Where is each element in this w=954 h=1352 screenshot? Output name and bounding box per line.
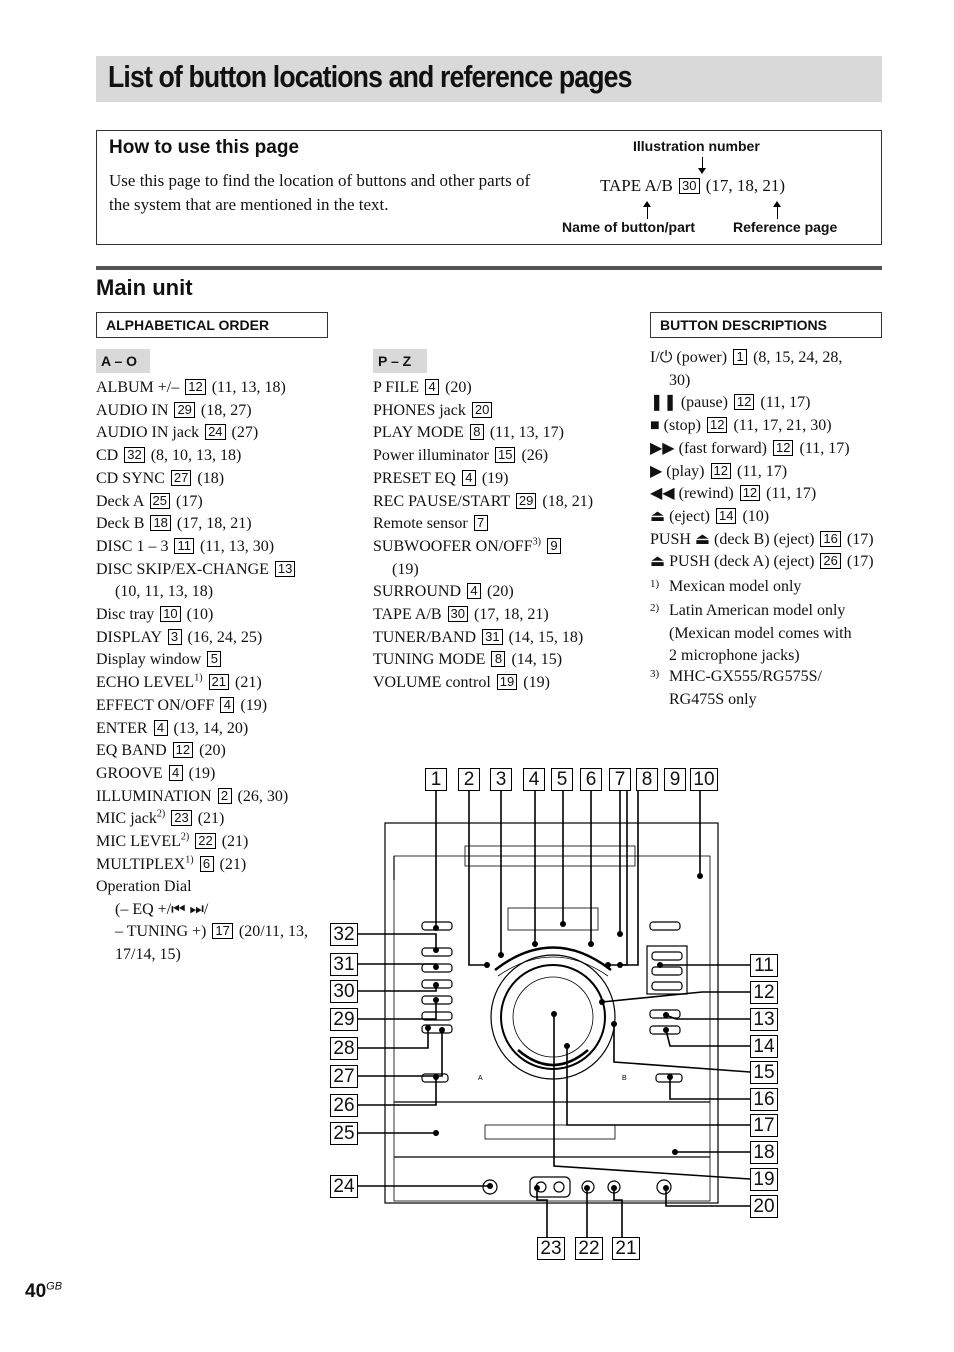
callout-28: 28 [330,1037,358,1060]
leader-dot [433,925,439,931]
leader-dot [584,1185,590,1191]
leader-line [614,1188,622,1237]
item-number-box: 16 [820,531,840,547]
leader-dot [611,1021,617,1027]
list-item [96,445,366,468]
footnote: 1) Mexican model only [650,578,802,595]
leader-dot [663,1027,669,1033]
list-item [96,718,366,741]
item-name: AUDIO IN jack [96,424,200,442]
item-pages: (26, 30) [233,787,289,805]
item-pages: (16, 24, 25) [183,628,263,646]
item-pages: (18, 21) [538,492,594,510]
item-number-box: 4 [462,470,476,486]
item-name: I/⏻ (power) [650,349,728,366]
leader-dot [617,931,623,937]
item-name: ILLUMINATION [96,787,212,805]
list-item [373,468,643,491]
item-number-box: 19 [497,674,517,690]
list-item [373,672,643,695]
list-item [96,491,366,514]
item-pages: (18, 27) [196,401,252,419]
list-item: Operation Dial [96,878,192,895]
item-number-box: 4 [425,379,439,395]
leader-dot [667,1074,673,1080]
item-number-box: 32 [124,447,144,463]
callout-18: 18 [750,1141,778,1164]
item-number-box: 21 [209,674,229,690]
footnote: 2) Latin American model only (Mexican model comes with 2 microphone jacks) [650,602,852,665]
item-pages: (19) [236,696,268,714]
callout-19: 19 [750,1168,778,1191]
leader-dot [663,1185,669,1191]
item-number-box: 31 [482,629,502,645]
callout-23: 23 [537,1237,565,1260]
callout-21: 21 [612,1237,640,1260]
item-pages: (19) [184,764,216,782]
leader-dot [697,873,703,879]
list-item-cont: 17/14, 15) [115,946,181,964]
leader-dot [564,1043,570,1049]
arrow-head-up-name [643,201,651,207]
item-name: PRESET EQ [373,469,456,487]
range-tag-ao: A – O [96,349,150,373]
item-pages: (17) [172,492,203,510]
leader-dot [425,1025,431,1031]
item-pages: (11, 17) [732,462,788,480]
list-item [373,491,643,514]
callout-6: 6 [580,768,602,791]
item-pages: (21) [231,674,262,692]
item-number-box: 10 [160,606,180,622]
item-pages: (14, 15) [507,651,563,669]
callout-3: 3 [490,768,512,791]
list-item [650,551,900,574]
arrow-up-ref [777,205,778,219]
callout-13: 13 [750,1008,778,1031]
leader-dot [599,999,605,1005]
list-item [650,392,900,415]
list-item [650,415,900,438]
item-pages: (11, 17) [756,394,811,412]
item-number-box: 12 [173,742,193,758]
list-item [96,536,366,559]
list-item [373,649,643,672]
list-item [96,468,366,491]
item-pages: (10) [182,606,214,624]
item-pages: (21) [217,833,249,851]
callout-25: 25 [330,1122,358,1145]
leader-dot [534,1185,540,1191]
list-item [96,695,366,718]
callout-12: 12 [750,981,778,1004]
item-name: TUNING MODE [373,651,486,669]
callout-8: 8 [636,768,658,791]
deck-b-label: B [622,1075,627,1082]
list-item: ECHO LEVEL$^{1)}$ 21 (21) [96,672,262,692]
callout-20: 20 [750,1195,778,1218]
item-name: ■ (stop) [650,417,701,435]
item-name: TUNER/BAND [373,628,477,646]
example-entry [600,176,785,196]
leader-dot [487,1183,493,1189]
item-number-box: 3 [168,629,182,645]
arrow-up-name [647,205,648,219]
list-item [650,506,900,529]
leader-dot [605,962,611,968]
name-label: Name of button/part [562,219,695,235]
item-number-box: 29 [174,402,194,418]
howto-title: How to use this page [109,137,300,158]
list-item [96,627,366,650]
item-name: ENTER [96,719,148,737]
howto-text: Use this page to find the location of buttons and other parts of the system that are mentioned in the text. [109,171,531,214]
item-name: TAPE A/B [373,606,442,624]
item-pages: (11, 17) [762,485,817,503]
item-name: DISC 1 – 3 [96,537,169,555]
list-item [650,461,900,484]
leader-dot [433,964,439,970]
item-number-box: 22 [195,833,215,849]
item-name: ❚❚ (pause) [650,394,728,412]
leader-line [537,1188,547,1237]
item-number-box: 12 [711,463,731,479]
item-pages: (19) [477,469,509,487]
item-name: MULTIPLEX [96,855,186,873]
item-number-box: 27 [171,470,191,486]
item-pages: (19) [519,674,550,692]
callout-29: 29 [330,1008,358,1031]
item-name: PHONES jack [373,401,466,419]
leader-line [356,1030,442,1076]
item-pages: (18) [193,469,225,487]
leader-line [356,1077,436,1105]
callout-24: 24 [330,1175,358,1198]
item-number-box: 29 [516,493,536,509]
item-pages: (26) [517,447,549,465]
item-number-box: 30 [448,606,468,622]
list-item [96,559,366,582]
item-number-box: 5 [207,651,221,667]
callout-11: 11 [750,954,778,977]
list-item-cont: (– EQ +/⏮ ⏭/ [115,900,209,918]
item-pages: (14, 15, 18) [504,628,584,646]
callout-17: 17 [750,1114,778,1137]
howto-box [96,130,882,245]
leader-dot [588,941,594,947]
leader-dot [560,921,566,927]
callout-15: 15 [750,1061,778,1084]
callout-22: 22 [575,1237,603,1260]
item-number-box: 6 [200,856,214,872]
callout-9: 9 [664,768,686,791]
descriptions-header: BUTTON DESCRIPTIONS [650,312,882,338]
leader-dot [433,982,439,988]
item-number-box: 12 [185,379,205,395]
item-name: CD [96,447,119,465]
item-number-box: 25 [150,493,170,509]
item-name: Remote sensor [373,515,468,533]
item-name: EQ BAND [96,742,167,760]
leader-line [356,1028,428,1048]
item-name: ⏏ PUSH (deck A) (eject) [650,553,815,571]
leader-line [469,791,487,965]
leader-dot [611,1185,617,1191]
item-pages: (13, 14, 20) [169,719,249,737]
item-number-box: 18 [150,515,170,531]
item-name: Display window [96,651,202,669]
item-number-box: 7 [474,515,488,531]
item-number-box: 12 [773,440,793,456]
leader-dot [433,947,439,953]
item-number-box: 13 [275,561,295,577]
item-number-box: 15 [495,447,515,463]
list-descriptions [650,347,900,574]
item-name: Deck B [96,515,145,533]
callout-30: 30 [330,980,358,1003]
callout-10: 10 [690,768,718,791]
item-name: Deck A [96,492,144,510]
leader-dot [439,1027,445,1033]
callout-14: 14 [750,1035,778,1058]
item-number-box: 2 [218,788,232,804]
leader-line [608,791,627,965]
leader-dot [551,1011,557,1017]
item-name: SUBWOOFER ON/OFF [373,537,533,555]
list-item: MULTIPLEX$^{1)}$ 6 (21) [96,854,247,873]
list-item [96,400,366,423]
item-name: AUDIO IN [96,401,169,419]
item-number-box: 4 [154,720,168,736]
reference-label: Reference page [733,219,838,235]
callout-4: 4 [523,768,545,791]
list-item [373,581,643,604]
item-pages: (17, 18, 21) [469,606,549,624]
item-pages: (11, 17, 21, 30) [729,417,832,435]
deck-a-label: A [478,1075,483,1082]
illustration-number-label: Illustration number [633,138,760,154]
item-pages: (11, 13, 30) [195,537,275,555]
callout-31: 31 [330,953,358,976]
example-name: TAPE A/B [600,176,673,195]
item-number-box: 12 [734,394,754,410]
list-item: MIC LEVEL$^{2)}$ 22 (21) [96,831,249,851]
leader-dot [672,1149,678,1155]
item-pages: (20) [483,583,514,601]
item-pages: (11, 13, 17) [485,424,564,442]
item-name: Power illuminator [373,447,489,465]
main-unit-diagram [320,760,790,1260]
callout-1: 1 [425,768,447,791]
callout-32: 32 [330,923,358,946]
item-pages: (17) [842,553,874,571]
list-item [650,529,900,552]
list-p-z [373,377,643,695]
item-number-box: 26 [820,553,840,569]
operation-dial-ring [491,955,615,1079]
item-number-box: 4 [220,697,234,713]
item-name: ECHO LEVEL [96,674,195,692]
leader-line [614,1024,750,1072]
page-title: List of button locations and reference pages [108,59,632,94]
leader-dot [433,1074,439,1080]
page-number: $40^{GB}$ [25,1280,63,1302]
list-item [373,604,643,627]
leader-dot [657,962,663,968]
item-name: ◀◀ (rewind) [650,485,734,503]
list-item [650,438,900,461]
item-number-box: 4 [467,583,481,599]
item-name: ⏏ (eject) [650,507,710,525]
leader-dot [617,962,623,968]
item-name: Disc tray [96,606,155,624]
list-item [650,347,900,370]
item-name: EFFECT ON/OFF [96,696,215,714]
item-number-box: 1 [733,349,747,365]
leader-line [554,1014,750,1179]
item-number-box: 4 [169,765,183,781]
item-pages: (20) [441,379,472,396]
leader-line [620,791,638,965]
list-item-cont: 30) [669,371,691,389]
item-number-box: 9 [547,538,561,554]
item-name: P FILE [373,379,420,396]
leader-dot [433,1130,439,1136]
item-number-box: 20 [472,402,492,418]
title-bar [96,56,882,102]
leader-line [666,1030,750,1046]
list-item [650,483,900,506]
list-item [373,627,643,650]
item-name: CD SYNC [96,469,165,487]
callout-16: 16 [750,1088,778,1111]
item-pages: (21) [215,855,247,873]
list-item [96,377,366,400]
item-number-box: 23 [171,810,191,826]
item-pages: (11, 17) [795,439,850,457]
item-number-box: 12 [707,417,727,433]
leader-dot [532,941,538,947]
leader-dot [484,962,490,968]
leader-line [356,1000,436,1019]
item-name: MIC jack [96,810,157,828]
leader-dot [433,997,439,1003]
list-item [373,422,643,445]
list-item [96,649,366,672]
item-name: DISC SKIP/EX-CHANGE [96,560,269,578]
callout-2: 2 [458,768,480,791]
range-tag-pz: P – Z [373,349,427,373]
arrow-head-down [698,168,706,174]
callout-7: 7 [609,768,631,791]
item-name: PUSH ⏏ (deck B) (eject) [650,530,815,548]
leader-line [567,1046,750,1125]
callout-27: 27 [330,1065,358,1088]
leader-dot [663,1012,669,1018]
list-item [373,377,643,400]
list-item [96,604,366,627]
section-title: Main unit [96,275,193,300]
item-number-box: 11 [174,538,194,554]
item-number-box: 14 [716,508,736,524]
item-pages: (27) [227,424,259,442]
item-pages: (17, 18, 21) [172,515,252,533]
item-pages: (8, 10, 13, 18) [146,447,242,465]
item-pages: (20) [195,742,226,760]
item-pages: (8, 15, 24, 28, [749,349,843,366]
example-pages: (17, 18, 21) [705,176,786,195]
callout-5: 5 [551,768,573,791]
list-item-cont: (10, 11, 13, 18) [115,583,214,601]
item-name: MIC LEVEL [96,833,181,851]
item-name: PLAY MODE [373,424,464,442]
item-name: VOLUME control [373,674,491,692]
section-rule [96,266,882,270]
example-number-box: 30 [679,178,699,194]
item-pages: (21) [193,810,225,828]
item-name: ▶▶ (fast forward) [650,439,768,457]
item-number-box: 8 [491,651,505,667]
item-name: DISPLAY [96,628,162,646]
item-name: ALBUM +/– [96,379,180,396]
leader-dot [498,952,504,958]
leader-line [356,964,436,967]
list-item: SUBWOOFER ON/OFF$^{3)}$ 9 [373,536,643,559]
list-item [96,422,366,445]
list-item-cont: (19) [392,560,419,578]
list-item: MIC jack$^{2)}$ 23 (21) [96,809,225,828]
item-number-box: 8 [470,424,484,440]
item-name: SURROUND [373,583,462,601]
alphabetical-header: ALPHABETICAL ORDER [96,312,328,338]
item-name: REC PAUSE/START [373,492,510,510]
list-item [373,513,643,536]
list-item [96,513,366,536]
item-number-box: 24 [205,424,225,440]
item-pages: (10) [738,507,770,525]
item-pages: (17) [842,530,874,548]
callout-26: 26 [330,1094,358,1117]
item-name: ▶ (play) [650,462,705,480]
list-item-cont: – TUNING +) 17 (20/11, 13, [115,923,309,941]
list-item [373,445,643,468]
item-name: GROOVE [96,764,163,782]
item-number-box: 12 [740,485,760,501]
footnote: 3) MHC-GX555/RG575S/ RG475S only [650,668,822,708]
list-item [373,400,643,423]
item-pages: (11, 13, 18) [207,379,286,396]
arrow-head-up-ref [773,201,781,207]
